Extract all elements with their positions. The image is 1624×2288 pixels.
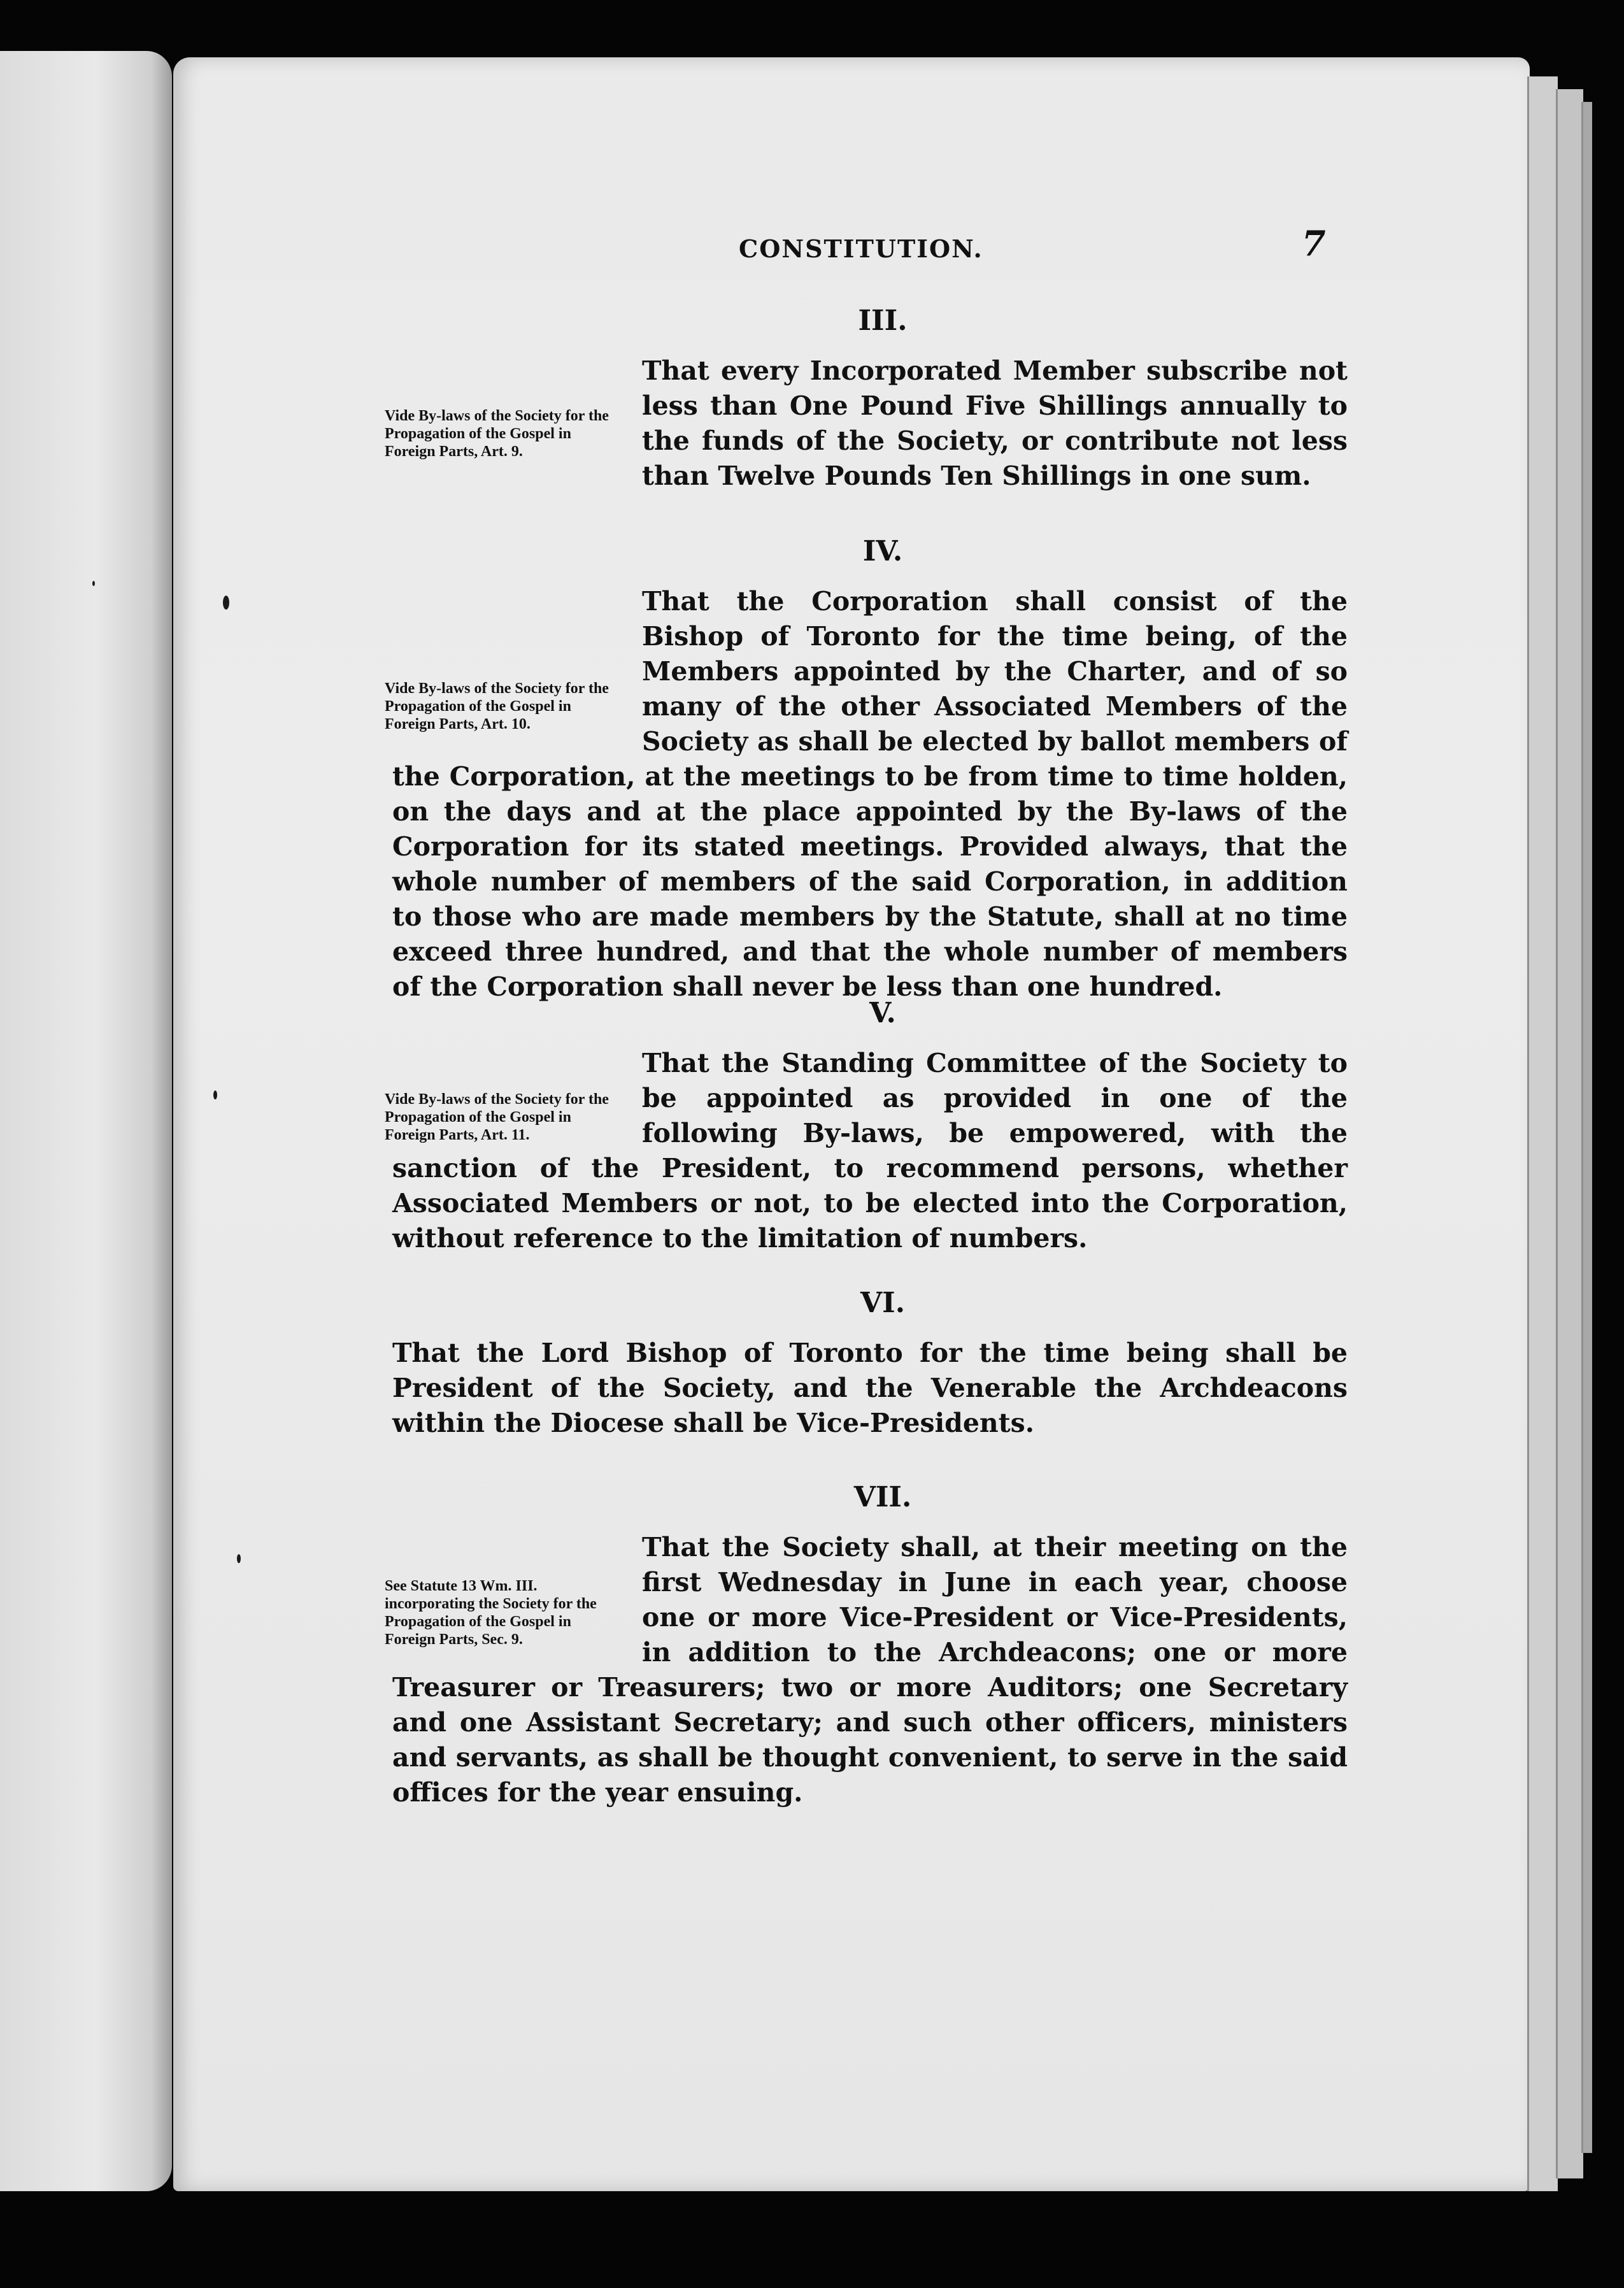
article-body: That the Society shall, at their meeting on the first Wednesday in June in each year, choose one or more Vice-President or Vice-Presidents, in addition to the Archdeacons; one or more Treasurer or Treasurers; two or more Auditors; one Secretary and one Assistant Secretary; and such other officers, ministers and servants, as shall be thought convenient, to serve in the said offices for the year ensuing. xyxy=(392,1532,1348,1808)
article-numeral: VII. xyxy=(853,1481,912,1513)
scan-speck xyxy=(223,596,229,610)
page-edge xyxy=(1556,89,1583,2178)
article-text xyxy=(385,354,1348,494)
article-v xyxy=(385,997,1348,1256)
article-vi xyxy=(392,1287,1348,1441)
scan-speck xyxy=(92,581,95,586)
article-text xyxy=(385,1530,1348,1810)
marginal-note: Vide By-laws of the Society for the Propagation of the Gospel in Foreign Parts, Art. 9. xyxy=(385,408,609,460)
article-text xyxy=(392,1336,1348,1441)
page-edge xyxy=(1581,102,1592,2153)
article-body: That the Lord Bishop of Toronto for the time being shall be President of the Society, and the Venerable the Archdeacons within the Diocese shall be Vice-Presidents. xyxy=(392,1338,1348,1438)
article-numeral: III. xyxy=(858,304,908,337)
article-body: That the Corporation shall consist of the Bishop of Toronto for the time being, of the Members appointed by the Charter, and of so many of the other Associated Members of the Society as shall be elected by ballot members of the Corporation, at the meetings to be from time to time holden, on the days and at the place appointed by the By-laws of the Corporation for its stated meetings. Provided always, that the whole number of members of the said Corporation, in addition to those who are made members by the Statute, shall at no time exceed three hundred, and that the whole number of members of the Corporation shall never be less than one hundred. xyxy=(392,586,1348,1002)
article-body: That every Incorporated Member subscribe not less than One Pound Five Shillings annually to the funds of the Society, or contribute not less than Twelve Pounds Ten Shillings in one sum. xyxy=(642,355,1348,491)
scan-speck xyxy=(213,1090,217,1099)
left-page-edge xyxy=(0,51,172,2191)
scan-speck xyxy=(237,1554,241,1563)
article-iii xyxy=(385,304,1348,494)
marginal-note: See Statute 13 Wm. III. incorporating the Society for the Propagation of the Gospel in Foreign Parts, Sec. 9. xyxy=(385,1578,597,1648)
article-text xyxy=(385,584,1348,1005)
article-vii xyxy=(385,1481,1348,1810)
article-numeral: VI. xyxy=(860,1287,906,1319)
running-head: CONSTITUTION. xyxy=(739,234,983,263)
page-number: 7 xyxy=(1302,223,1326,264)
article-iv xyxy=(385,535,1348,1005)
article-text xyxy=(385,1046,1348,1256)
article-numeral: V. xyxy=(869,997,896,1029)
article-numeral: IV. xyxy=(862,535,903,568)
marginal-note: Vide By-laws of the Society for the Propagation of the Gospel in Foreign Parts, Art. 11. xyxy=(385,1091,609,1143)
article-body: That the Standing Committee of the Society to be appointed as provided in one of the following By-laws, be empowered, with the sanction of the President, to recommend persons, whether Associated Members or not, to be elected into the Corporation, without reference to the limitation of numbers. xyxy=(392,1048,1348,1254)
marginal-note: Vide By-laws of the Society for the Propagation of the Gospel in Foreign Parts, Art. 10. xyxy=(385,680,609,733)
page-edge xyxy=(1527,76,1558,2191)
